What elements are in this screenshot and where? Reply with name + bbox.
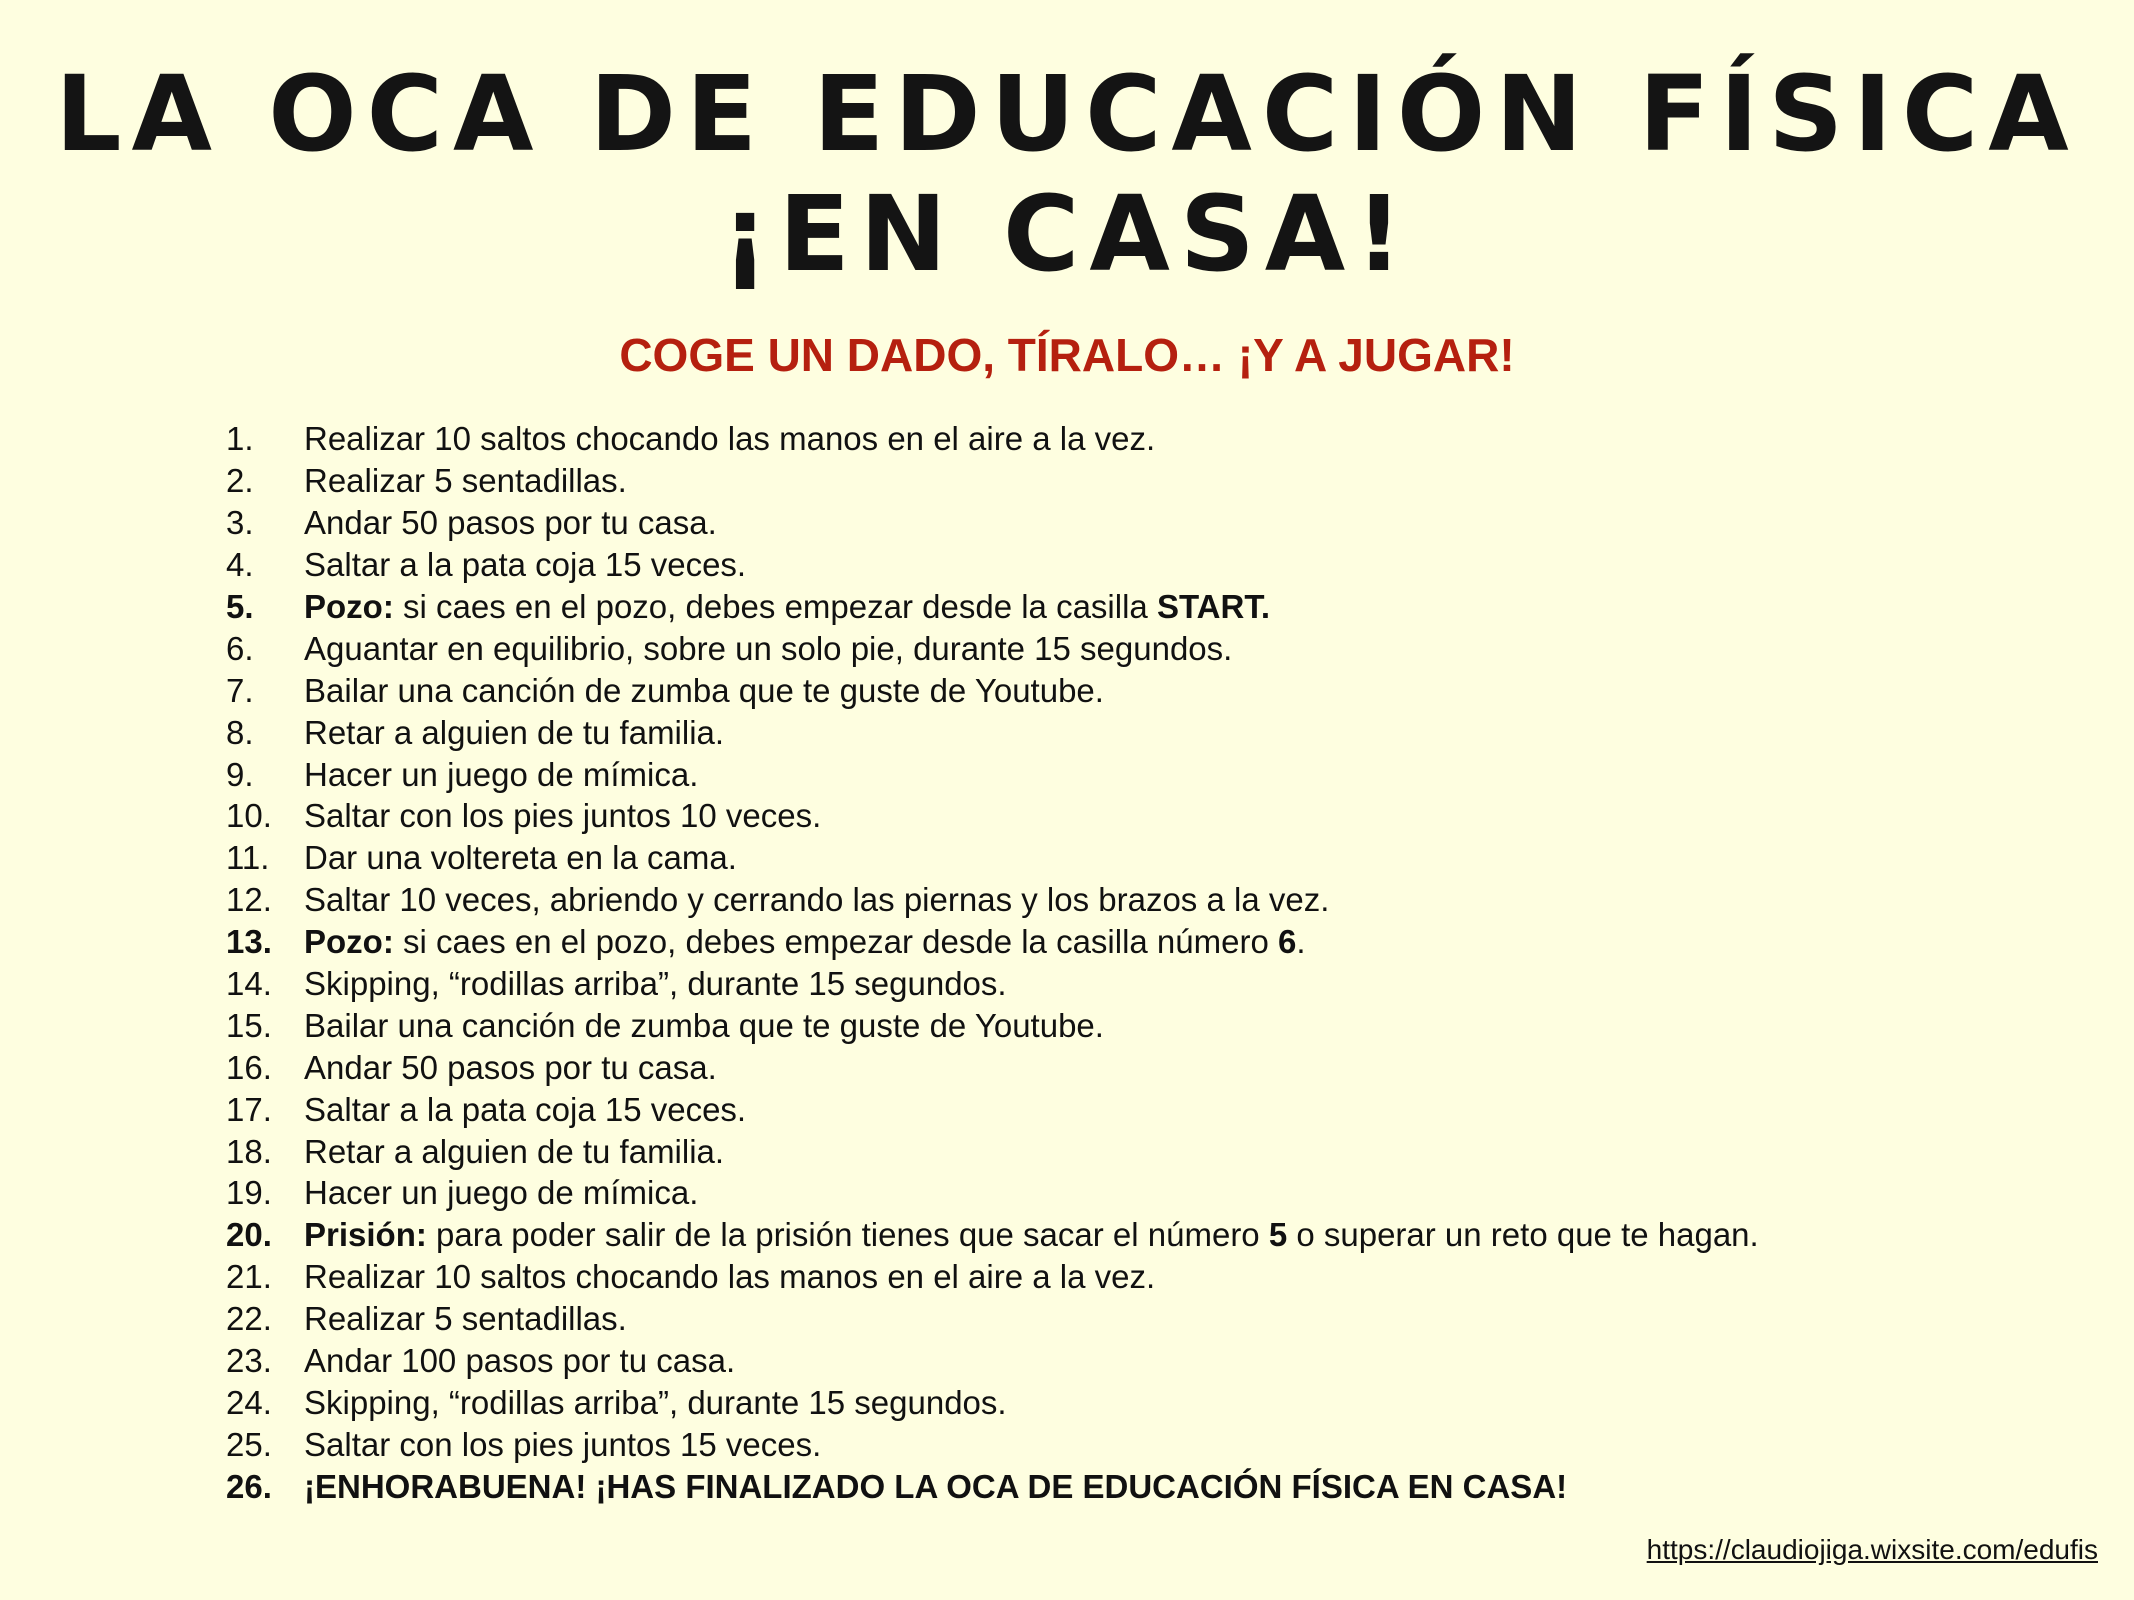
- item-number: 14.: [226, 965, 272, 1003]
- list-item-pozo: [226, 586, 1759, 628]
- item-text: Realizar 5 sentadillas.: [304, 1300, 627, 1338]
- list-item: [226, 1381, 1759, 1423]
- item-text: Aguantar en equilibrio, sobre un solo pie, durante 15 segundos.: [304, 629, 1233, 667]
- item-text: Realizar 5 sentadillas.: [304, 462, 627, 500]
- item-number: 3.: [226, 504, 254, 542]
- item-text: [304, 590, 1270, 623]
- item-lead: Pozo:: [304, 923, 394, 961]
- list-item: [226, 753, 1759, 795]
- item-number: 5.: [226, 588, 254, 625]
- item-number: 10.: [226, 797, 272, 835]
- item-number: 17.: [226, 1090, 272, 1128]
- item-number: 4.: [226, 546, 254, 584]
- item-lead: ¡ENHORABUENA! ¡HAS FINALIZADO LA OCA DE EDUCACIÓN FÍSICA EN CASA!: [304, 1467, 1568, 1505]
- list-item: [226, 502, 1759, 544]
- title-line-2: ¡EN CASA!: [721, 173, 1413, 295]
- subtitle: COGE UN DADO, TÍRALO… ¡Y A JUGAR!: [619, 329, 1515, 381]
- item-text: Retar a alguien de tu familia.: [304, 1132, 725, 1170]
- item-number: 15.: [226, 1006, 272, 1044]
- item-number: 18.: [226, 1132, 272, 1170]
- item-text: Realizar 10 saltos chocando las manos en el aire a la vez.: [304, 420, 1156, 458]
- list-item: [226, 879, 1759, 921]
- item-text: Saltar a la pata coja 15 veces.: [304, 546, 747, 584]
- list-item: [226, 795, 1759, 837]
- list-item: [226, 1256, 1759, 1298]
- list-item: [226, 1423, 1759, 1465]
- item-text: [304, 1467, 1568, 1505]
- item-number: 20.: [226, 1216, 272, 1254]
- item-text: Andar 50 pasos por tu casa.: [304, 1048, 717, 1086]
- item-number: 21.: [226, 1258, 272, 1296]
- list-item: [226, 1298, 1759, 1340]
- item-number: 12.: [226, 881, 272, 919]
- item-text: Retar a alguien de tu familia.: [304, 713, 725, 751]
- item-text: Realizar 10 saltos chocando las manos en el aire a la vez.: [304, 1258, 1156, 1296]
- item-text: Hacer un juego de mímica.: [304, 1174, 699, 1212]
- list-item: [226, 1340, 1759, 1382]
- item-strong: 5: [1268, 1216, 1288, 1254]
- list-item-final: [226, 1465, 1759, 1507]
- item-strong: START.: [1156, 588, 1270, 625]
- item-number: 6.: [226, 629, 254, 667]
- item-number: 8.: [226, 713, 254, 751]
- item-text: Saltar 10 veces, abriendo y cerrando las piernas y los brazos a la vez.: [304, 881, 1330, 919]
- item-text: Bailar una canción de zumba que te guste de Youtube.: [304, 671, 1104, 709]
- item-text: Skipping, “rodillas arriba”, durante 15 segundos.: [304, 1383, 1007, 1421]
- list-item: [226, 418, 1759, 460]
- item-text: [304, 923, 1306, 961]
- item-lead: Prisión:: [304, 1216, 427, 1254]
- item-text: Saltar con los pies juntos 10 veces.: [304, 797, 822, 835]
- item-text: Bailar una canción de zumba que te guste de Youtube.: [304, 1006, 1104, 1044]
- item-body: si caes en el pozo, debes empezar desde la casilla número: [393, 923, 1278, 961]
- item-number: 25.: [226, 1425, 272, 1463]
- item-number: 2.: [226, 462, 254, 500]
- item-text: Skipping, “rodillas arriba”, durante 15 segundos.: [304, 965, 1007, 1003]
- list-item: [226, 544, 1759, 586]
- item-lead: Pozo:: [304, 588, 394, 625]
- item-text: Saltar con los pies juntos 15 veces.: [304, 1425, 822, 1463]
- item-number: 26.: [226, 1467, 272, 1505]
- item-text: [304, 1216, 1759, 1254]
- item-text: Dar una voltereta en la cama.: [304, 839, 737, 877]
- item-text: Saltar a la pata coja 15 veces.: [304, 1090, 747, 1128]
- item-number: 22.: [226, 1300, 272, 1338]
- item-number: 9.: [226, 755, 254, 793]
- item-text: Andar 50 pasos por tu casa.: [304, 504, 717, 542]
- list-item: [226, 1130, 1759, 1172]
- title-line-1: LA OCA DE EDUCACIÓN FÍSICA: [55, 53, 2079, 175]
- list-item: [226, 1004, 1759, 1046]
- list-item-prision: [226, 1214, 1759, 1256]
- item-tail: .: [1296, 923, 1306, 961]
- item-number: 1.: [226, 420, 254, 458]
- item-text: Hacer un juego de mímica.: [304, 755, 699, 793]
- list-item: [226, 627, 1759, 669]
- item-number: 24.: [226, 1383, 272, 1421]
- item-body: para poder salir de la prisión tienes que sacar el número: [426, 1216, 1269, 1254]
- item-number: 7.: [226, 671, 254, 709]
- list-item: [226, 1172, 1759, 1214]
- item-number: 13.: [226, 923, 272, 961]
- item-number: 23.: [226, 1342, 272, 1380]
- website-link[interactable]: https://claudiojiga.wixsite.com/edufis: [1646, 1534, 2098, 1565]
- item-number: 19.: [226, 1174, 272, 1212]
- item-tail: o superar un reto que te hagan.: [1287, 1216, 1759, 1254]
- list-item-pozo: [226, 921, 1759, 963]
- list-item: [226, 963, 1759, 1005]
- list-item: [226, 1088, 1759, 1130]
- item-number: 11.: [226, 839, 270, 877]
- item-body: si caes en el pozo, debes empezar desde la casilla: [393, 588, 1157, 625]
- item-text: Andar 100 pasos por tu casa.: [304, 1342, 736, 1380]
- item-number: 16.: [226, 1048, 272, 1086]
- item-strong: 6: [1278, 923, 1297, 961]
- list-item: [226, 669, 1759, 711]
- rules-list: [226, 418, 1759, 1507]
- list-item: [226, 460, 1759, 502]
- list-item: [226, 1046, 1759, 1088]
- list-item: [226, 711, 1759, 753]
- list-item: [226, 837, 1759, 879]
